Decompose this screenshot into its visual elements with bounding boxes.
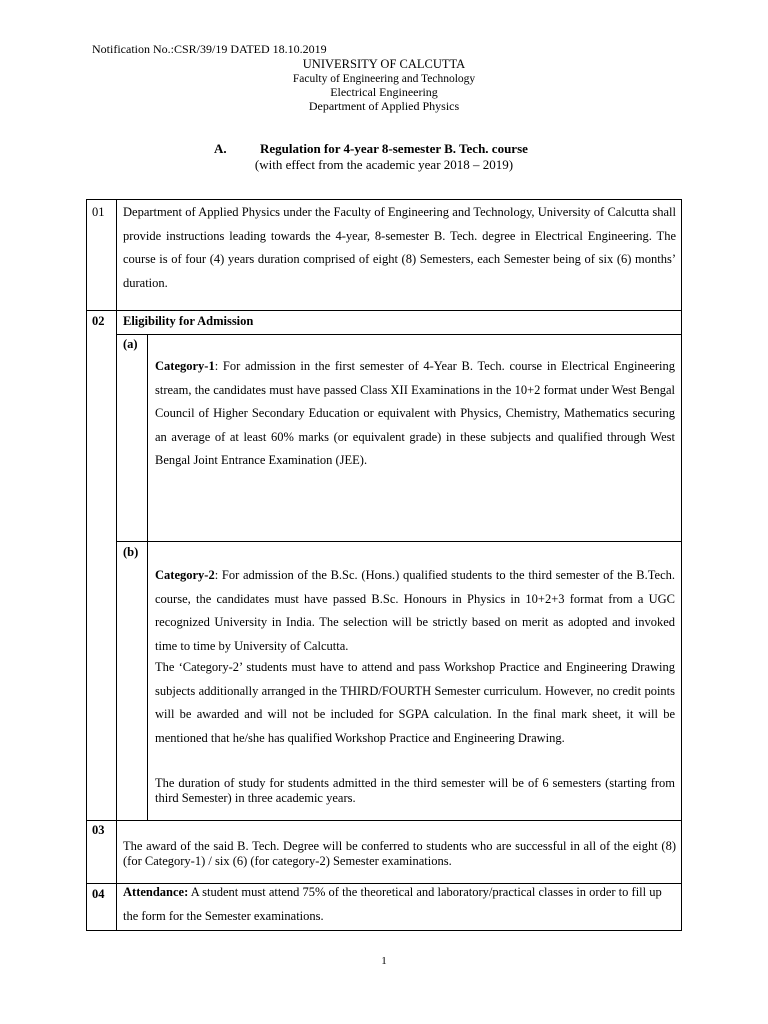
row-divider [87, 310, 682, 311]
regulation-letter: A. [214, 141, 227, 156]
faculty-name: Faculty of Engineering and Technology [292, 73, 476, 85]
subrow-divider [116, 334, 682, 335]
row-number-04: 04 [92, 887, 105, 901]
department-name: Department of Applied Physics [308, 99, 460, 113]
subsection-label-a: (a) [123, 337, 138, 351]
category-2-workshop-text: The ‘Category-2’ students must have to attend and pass Workshop Practice and Engineering Drawing subjects additionally arranged in the THIRD/FOURTH Semester curriculum. However, no credit points will be awarded and will not be included for SGPA calculation. In the final mark sheet, it will be mentioned that he/she has qualified Workshop Practice and Engineering Drawing. [155, 660, 675, 745]
eligibility-heading: Eligibility for Admission [123, 314, 254, 328]
row-03-text: The award of the said B. Tech. Degree will be conferred to students who are successful in all of the eight (8) (for Category-1) / six (6) (for category-2) Semester examinations. [123, 839, 676, 868]
subsection-label-b: (b) [123, 545, 139, 559]
row-number-03: 03 [92, 823, 105, 837]
page-number: 1 [381, 955, 387, 967]
category-1-body: : For admission in the first semester of 4-Year B. Tech. course in Electrical Engineering stream, the candidates must have passed Class XII Examinations in the 10+2 format under West Bengal Council of Higher Secondary Education or equivalent with Physics, Chemistry, Mathematics securing an average of at least 60% marks (or equivalent grade) in these subjects and qualified through West Bengal Joint Entrance Examination (JEE). [155, 359, 675, 467]
row-number-02: 02 [92, 314, 105, 328]
attendance-body: A student must attend 75% of the theoretical and laboratory/practical classes in order to fill up the form for the Semester examinations. [123, 885, 662, 923]
notification-number: Notification No.:CSR/39/19 DATED 18.10.2019 [92, 42, 327, 56]
regulation-effect: (with effect from the academic year 2018 – 2019) [254, 157, 514, 172]
sublabel-divider [147, 541, 148, 820]
program-name: Electrical Engineering [330, 85, 438, 99]
regulation-title: Regulation for 4-year 8-semester B. Tech. course [260, 141, 528, 156]
row-01-text: Department of Applied Physics under the Faculty of Engineering and Technology, University of Calcutta shall provide instructions leading towards the 4-year, 8-semester B. Tech. degree in Electrical Engineering. The course is of four (4) years duration comprised of eight (8) Semesters, each Semester being of six (6) months’ duration. [123, 205, 676, 290]
category-1-label: Category-1 [155, 359, 215, 373]
category-2-label: Category-2 [155, 568, 215, 582]
row-04-text [123, 881, 676, 928]
category-2-text [155, 564, 675, 658]
category-1-text [155, 355, 675, 473]
regulation-table [86, 199, 682, 931]
attendance-label: Attendance: [123, 885, 189, 899]
row-number-01: 01 [92, 205, 105, 219]
category-2-duration-text: The duration of study for students admitted in the third semester will be of 6 semesters (starting from third Semester) in three academic years. [155, 776, 675, 805]
row-divider [87, 820, 682, 821]
sublabel-divider [147, 334, 148, 541]
category-2-body: : For admission of the B.Sc. (Hons.) qualified students to the third semester of the B.Tech. course, the candidates must have passed B.Sc. Honours in Physics in 10+2+3 format from a UGC recognized University in India. The selection will be strictly based on merit as adopted and invoked time to time by University of Calcutta. [155, 568, 675, 653]
university-name: UNIVERSITY OF CALCUTTA [302, 57, 466, 71]
subrow-divider [116, 541, 682, 542]
